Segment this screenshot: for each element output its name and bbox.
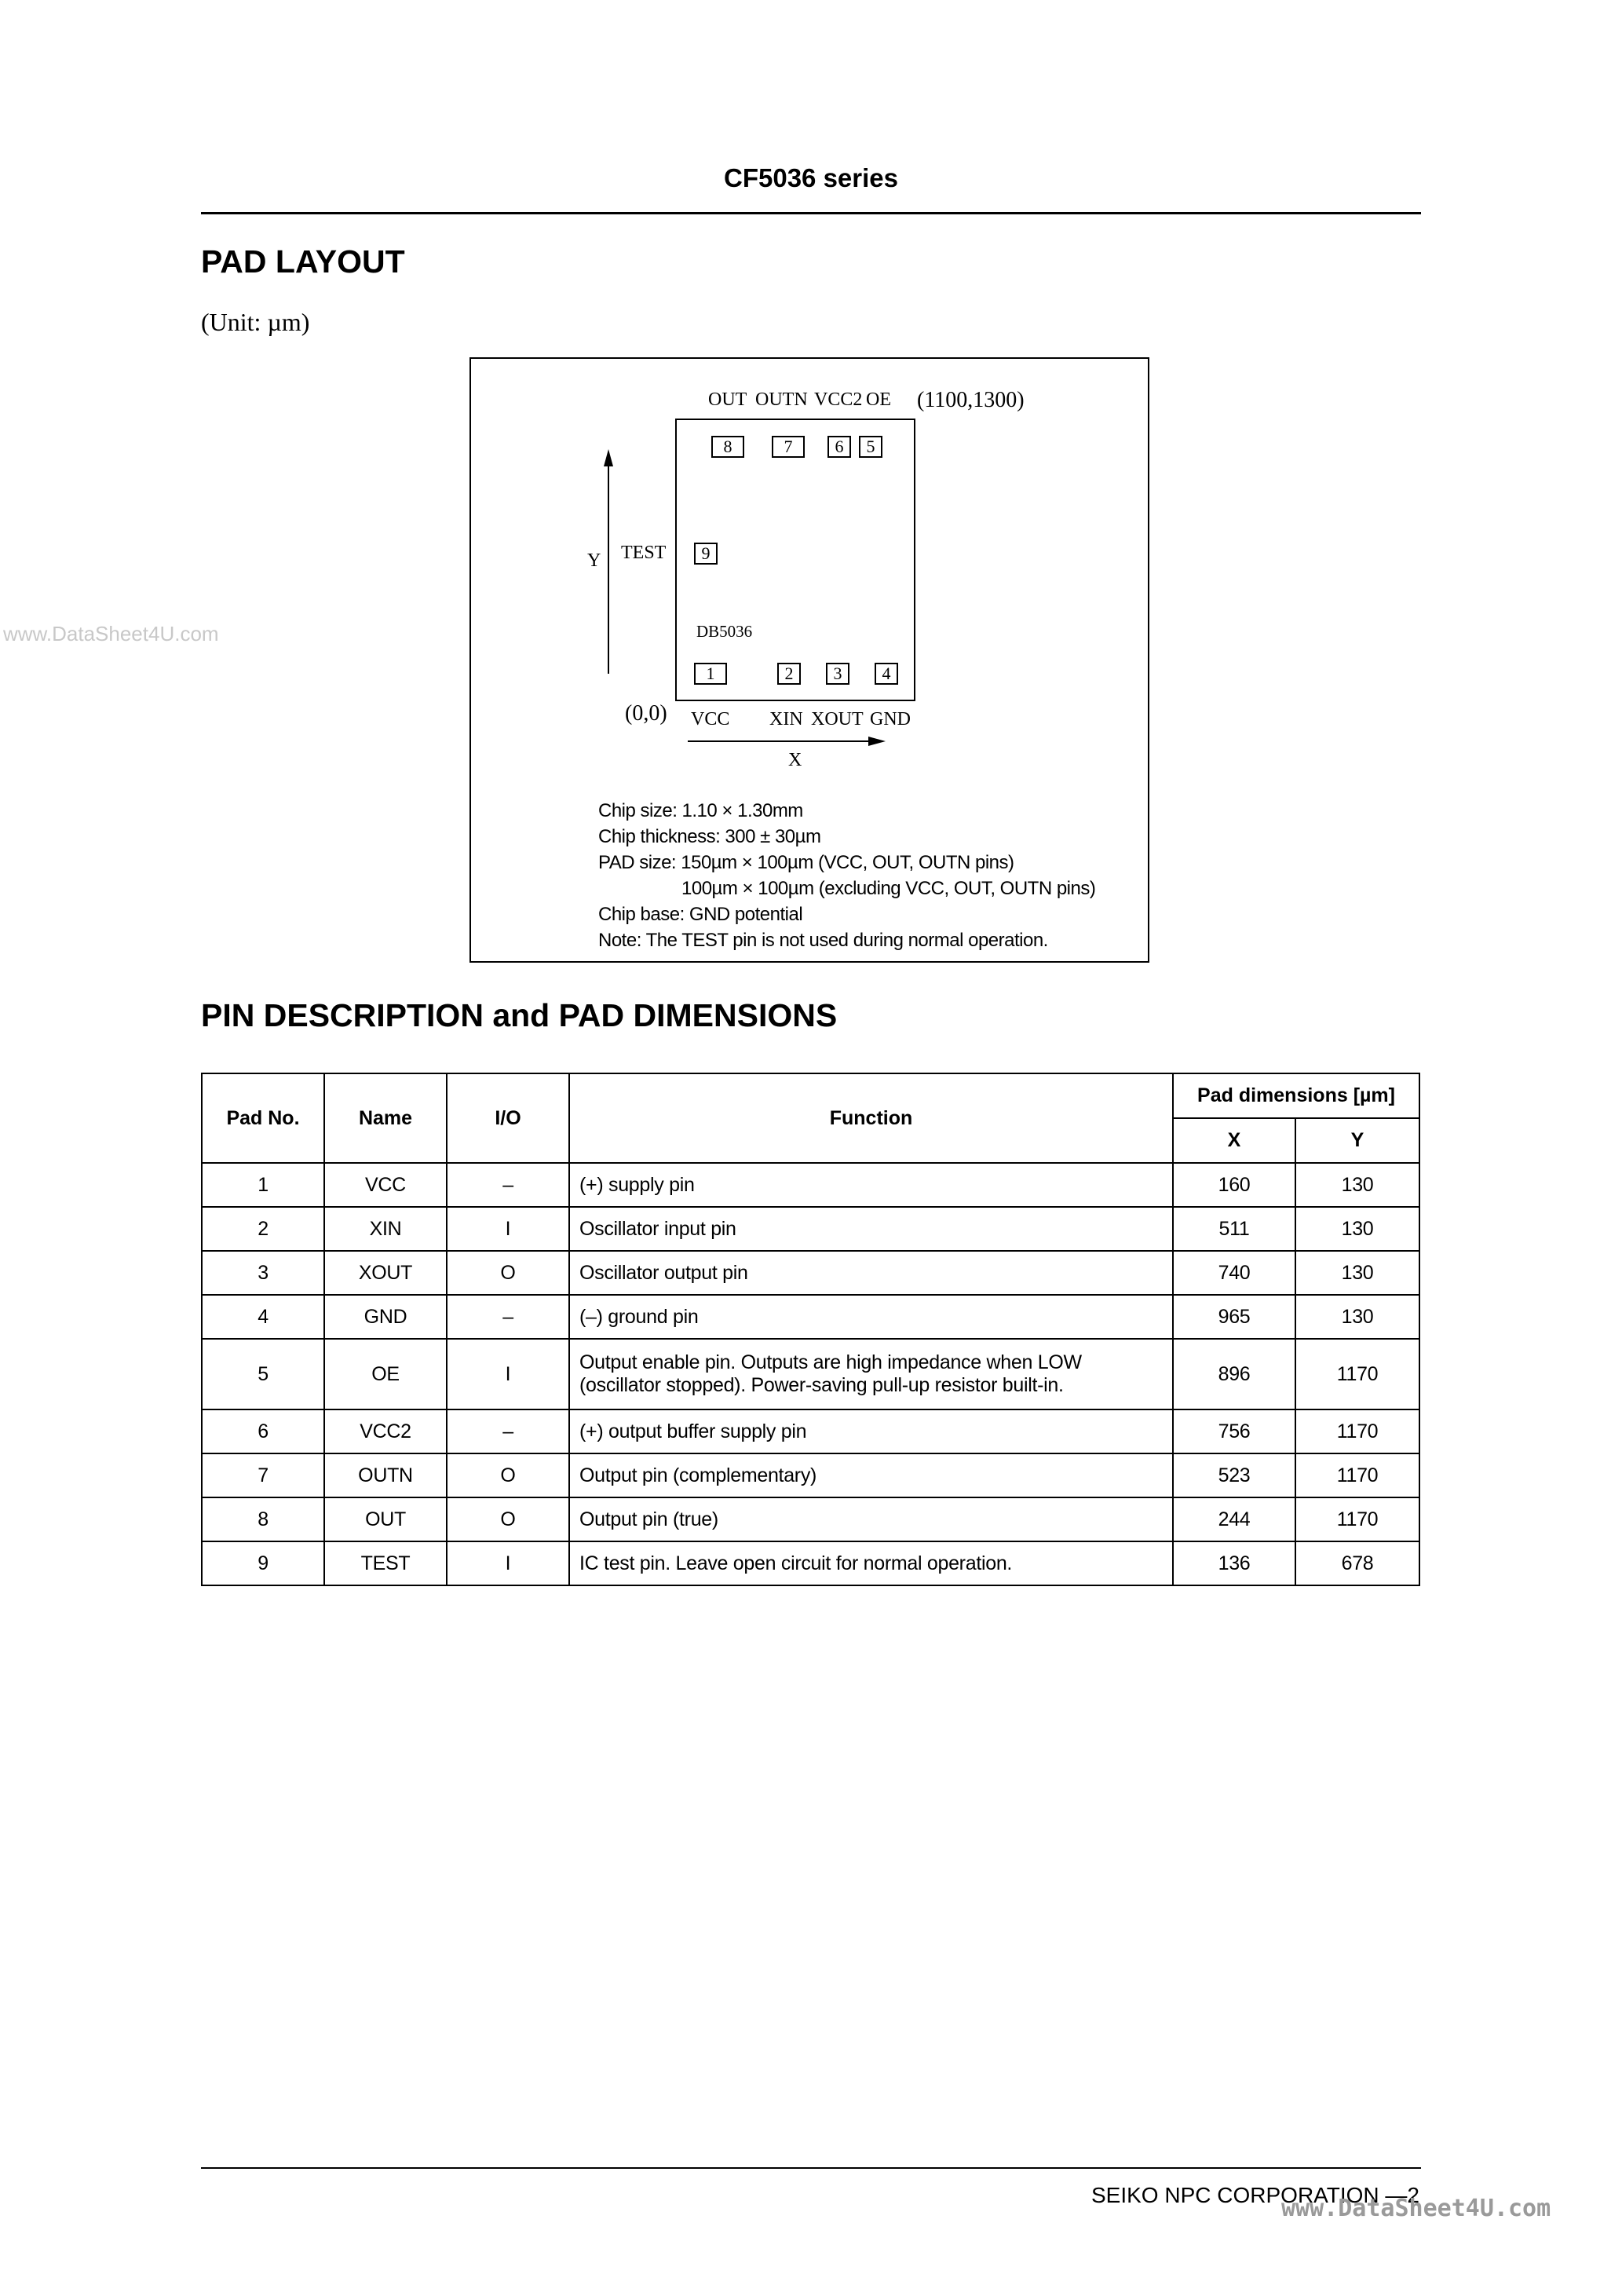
cell-x: 740: [1173, 1251, 1295, 1295]
col-header-x: X: [1173, 1118, 1295, 1163]
table-row: [202, 1541, 1419, 1585]
cell-name: OUTN: [324, 1453, 447, 1497]
cell-y: 1170: [1295, 1339, 1419, 1409]
cell-pad: 6: [202, 1409, 324, 1453]
cell-y: 130: [1295, 1207, 1419, 1251]
cell-name: OUT: [324, 1497, 447, 1541]
pad-7: 7: [772, 436, 805, 458]
cell-name: XIN: [324, 1207, 447, 1251]
unit-label: (Unit: µm): [201, 308, 310, 336]
cell-x: 965: [1173, 1295, 1295, 1339]
cell-io: –: [447, 1295, 569, 1339]
pad-3: 3: [826, 663, 849, 685]
table-row: [202, 1339, 1419, 1409]
note-pad-size-2: 100µm × 100µm (excluding VCC, OUT, OUTN pins): [681, 878, 1096, 899]
section-title-pin-description: PIN DESCRIPTION and PAD DIMENSIONS: [201, 997, 838, 1033]
cell-pad: 3: [202, 1251, 324, 1295]
cell-io: I: [447, 1339, 569, 1409]
note-pad-size: PAD size: 150µm × 100µm (VCC, OUT, OUTN pins): [598, 852, 1014, 873]
footer-text: SEIKO NPC CORPORATION —2: [1091, 2183, 1419, 2207]
label-vcc2: VCC2: [814, 389, 863, 410]
pad-6: 6: [827, 436, 851, 458]
cell-y: 1170: [1295, 1453, 1419, 1497]
cell-pad: 5: [202, 1339, 324, 1409]
cell-name: XOUT: [324, 1251, 447, 1295]
footer-rule: [201, 2167, 1421, 2169]
note-chip-thickness: Chip thickness: 300 ± 30µm: [598, 826, 821, 847]
cell-function: Output pin (complementary): [569, 1453, 1173, 1497]
cell-io: I: [447, 1207, 569, 1251]
pad-8: 8: [711, 436, 744, 458]
note-test-pin: Note: The TEST pin is not used during normal operation.: [598, 930, 1048, 951]
pad-9: 9: [694, 543, 718, 565]
cell-pad: 2: [202, 1207, 324, 1251]
watermark-right: www.DataSheet4U.com: [1281, 2195, 1551, 2222]
cell-x: 136: [1173, 1541, 1295, 1585]
pad-2: 2: [777, 663, 801, 685]
cell-function: Oscillator output pin: [569, 1251, 1173, 1295]
cell-name: GND: [324, 1295, 447, 1339]
watermark-left: www.DataSheet4U.com: [3, 622, 219, 645]
note-chip-base: Chip base: GND potential: [598, 904, 803, 925]
col-header-function: Function: [569, 1073, 1173, 1163]
col-header-io: I/O: [447, 1073, 569, 1163]
label-xin: XIN: [769, 709, 803, 729]
label-oe: OE: [866, 389, 891, 410]
label-vcc: VCC: [691, 709, 730, 729]
table-row: [202, 1497, 1419, 1541]
cell-pad: 4: [202, 1295, 324, 1339]
cell-x: 756: [1173, 1409, 1295, 1453]
cell-function: (–) ground pin: [569, 1295, 1173, 1339]
label-test: TEST: [621, 543, 667, 563]
axis-arrows: [0, 0, 1622, 785]
label-out: OUT: [708, 389, 747, 410]
pad-5: 5: [859, 436, 882, 458]
cell-x: 511: [1173, 1207, 1295, 1251]
axis-y-label: Y: [587, 550, 601, 571]
table-row: [202, 1207, 1419, 1251]
cell-function: Output enable pin. Outputs are high impedance when LOW (oscillator stopped). Power-saving pull-up resistor built-in.: [569, 1339, 1173, 1409]
cell-y: 130: [1295, 1163, 1419, 1207]
cell-name: TEST: [324, 1541, 447, 1585]
pad-4: 4: [875, 663, 898, 685]
col-header-pad-no: Pad No.: [202, 1073, 324, 1163]
cell-name: VCC: [324, 1163, 447, 1207]
cell-x: 244: [1173, 1497, 1295, 1541]
col-header-pad-dims: Pad dimensions [µm]: [1173, 1073, 1419, 1118]
cell-pad: 8: [202, 1497, 324, 1541]
cell-io: O: [447, 1453, 569, 1497]
pin-table: [201, 1073, 1420, 1586]
cell-name: VCC2: [324, 1409, 447, 1453]
col-header-name: Name: [324, 1073, 447, 1163]
chip-notes: [598, 798, 1095, 953]
table-row: [202, 1409, 1419, 1453]
table-row: [202, 1251, 1419, 1295]
cell-function: Oscillator input pin: [569, 1207, 1173, 1251]
cell-pad: 1: [202, 1163, 324, 1207]
cell-name: OE: [324, 1339, 447, 1409]
col-header-y: Y: [1295, 1118, 1419, 1163]
label-xout: XOUT: [811, 709, 864, 729]
cell-y: 1170: [1295, 1409, 1419, 1453]
cell-function: (+) supply pin: [569, 1163, 1173, 1207]
header-title: CF5036 series: [724, 163, 898, 192]
label-gnd: GND: [870, 709, 911, 729]
cell-x: 523: [1173, 1453, 1295, 1497]
cell-pad: 9: [202, 1541, 324, 1585]
corner-bottom-coord: (0,0): [625, 701, 667, 726]
cell-pad: 7: [202, 1453, 324, 1497]
label-outn: OUTN: [755, 389, 808, 410]
cell-io: –: [447, 1409, 569, 1453]
cell-io: I: [447, 1541, 569, 1585]
die-label: DB5036: [696, 622, 753, 641]
axis-x-label: X: [788, 750, 802, 770]
table-row: [202, 1453, 1419, 1497]
cell-function: (+) output buffer supply pin: [569, 1409, 1173, 1453]
cell-y: 1170: [1295, 1497, 1419, 1541]
note-chip-size: Chip size: 1.10 × 1.30mm: [598, 800, 803, 821]
cell-function: Output pin (true): [569, 1497, 1173, 1541]
cell-x: 896: [1173, 1339, 1295, 1409]
section-title-pad-layout: PAD LAYOUT: [201, 243, 405, 280]
cell-io: O: [447, 1497, 569, 1541]
table-row: [202, 1163, 1419, 1207]
cell-y: 678: [1295, 1541, 1419, 1585]
cell-function: IC test pin. Leave open circuit for normal operation.: [569, 1541, 1173, 1585]
cell-io: –: [447, 1163, 569, 1207]
pad-1: 1: [694, 663, 727, 685]
table-row: [202, 1295, 1419, 1339]
corner-top-coord: (1100,1300): [917, 388, 1025, 412]
cell-io: O: [447, 1251, 569, 1295]
cell-y: 130: [1295, 1295, 1419, 1339]
cell-x: 160: [1173, 1163, 1295, 1207]
cell-y: 130: [1295, 1251, 1419, 1295]
